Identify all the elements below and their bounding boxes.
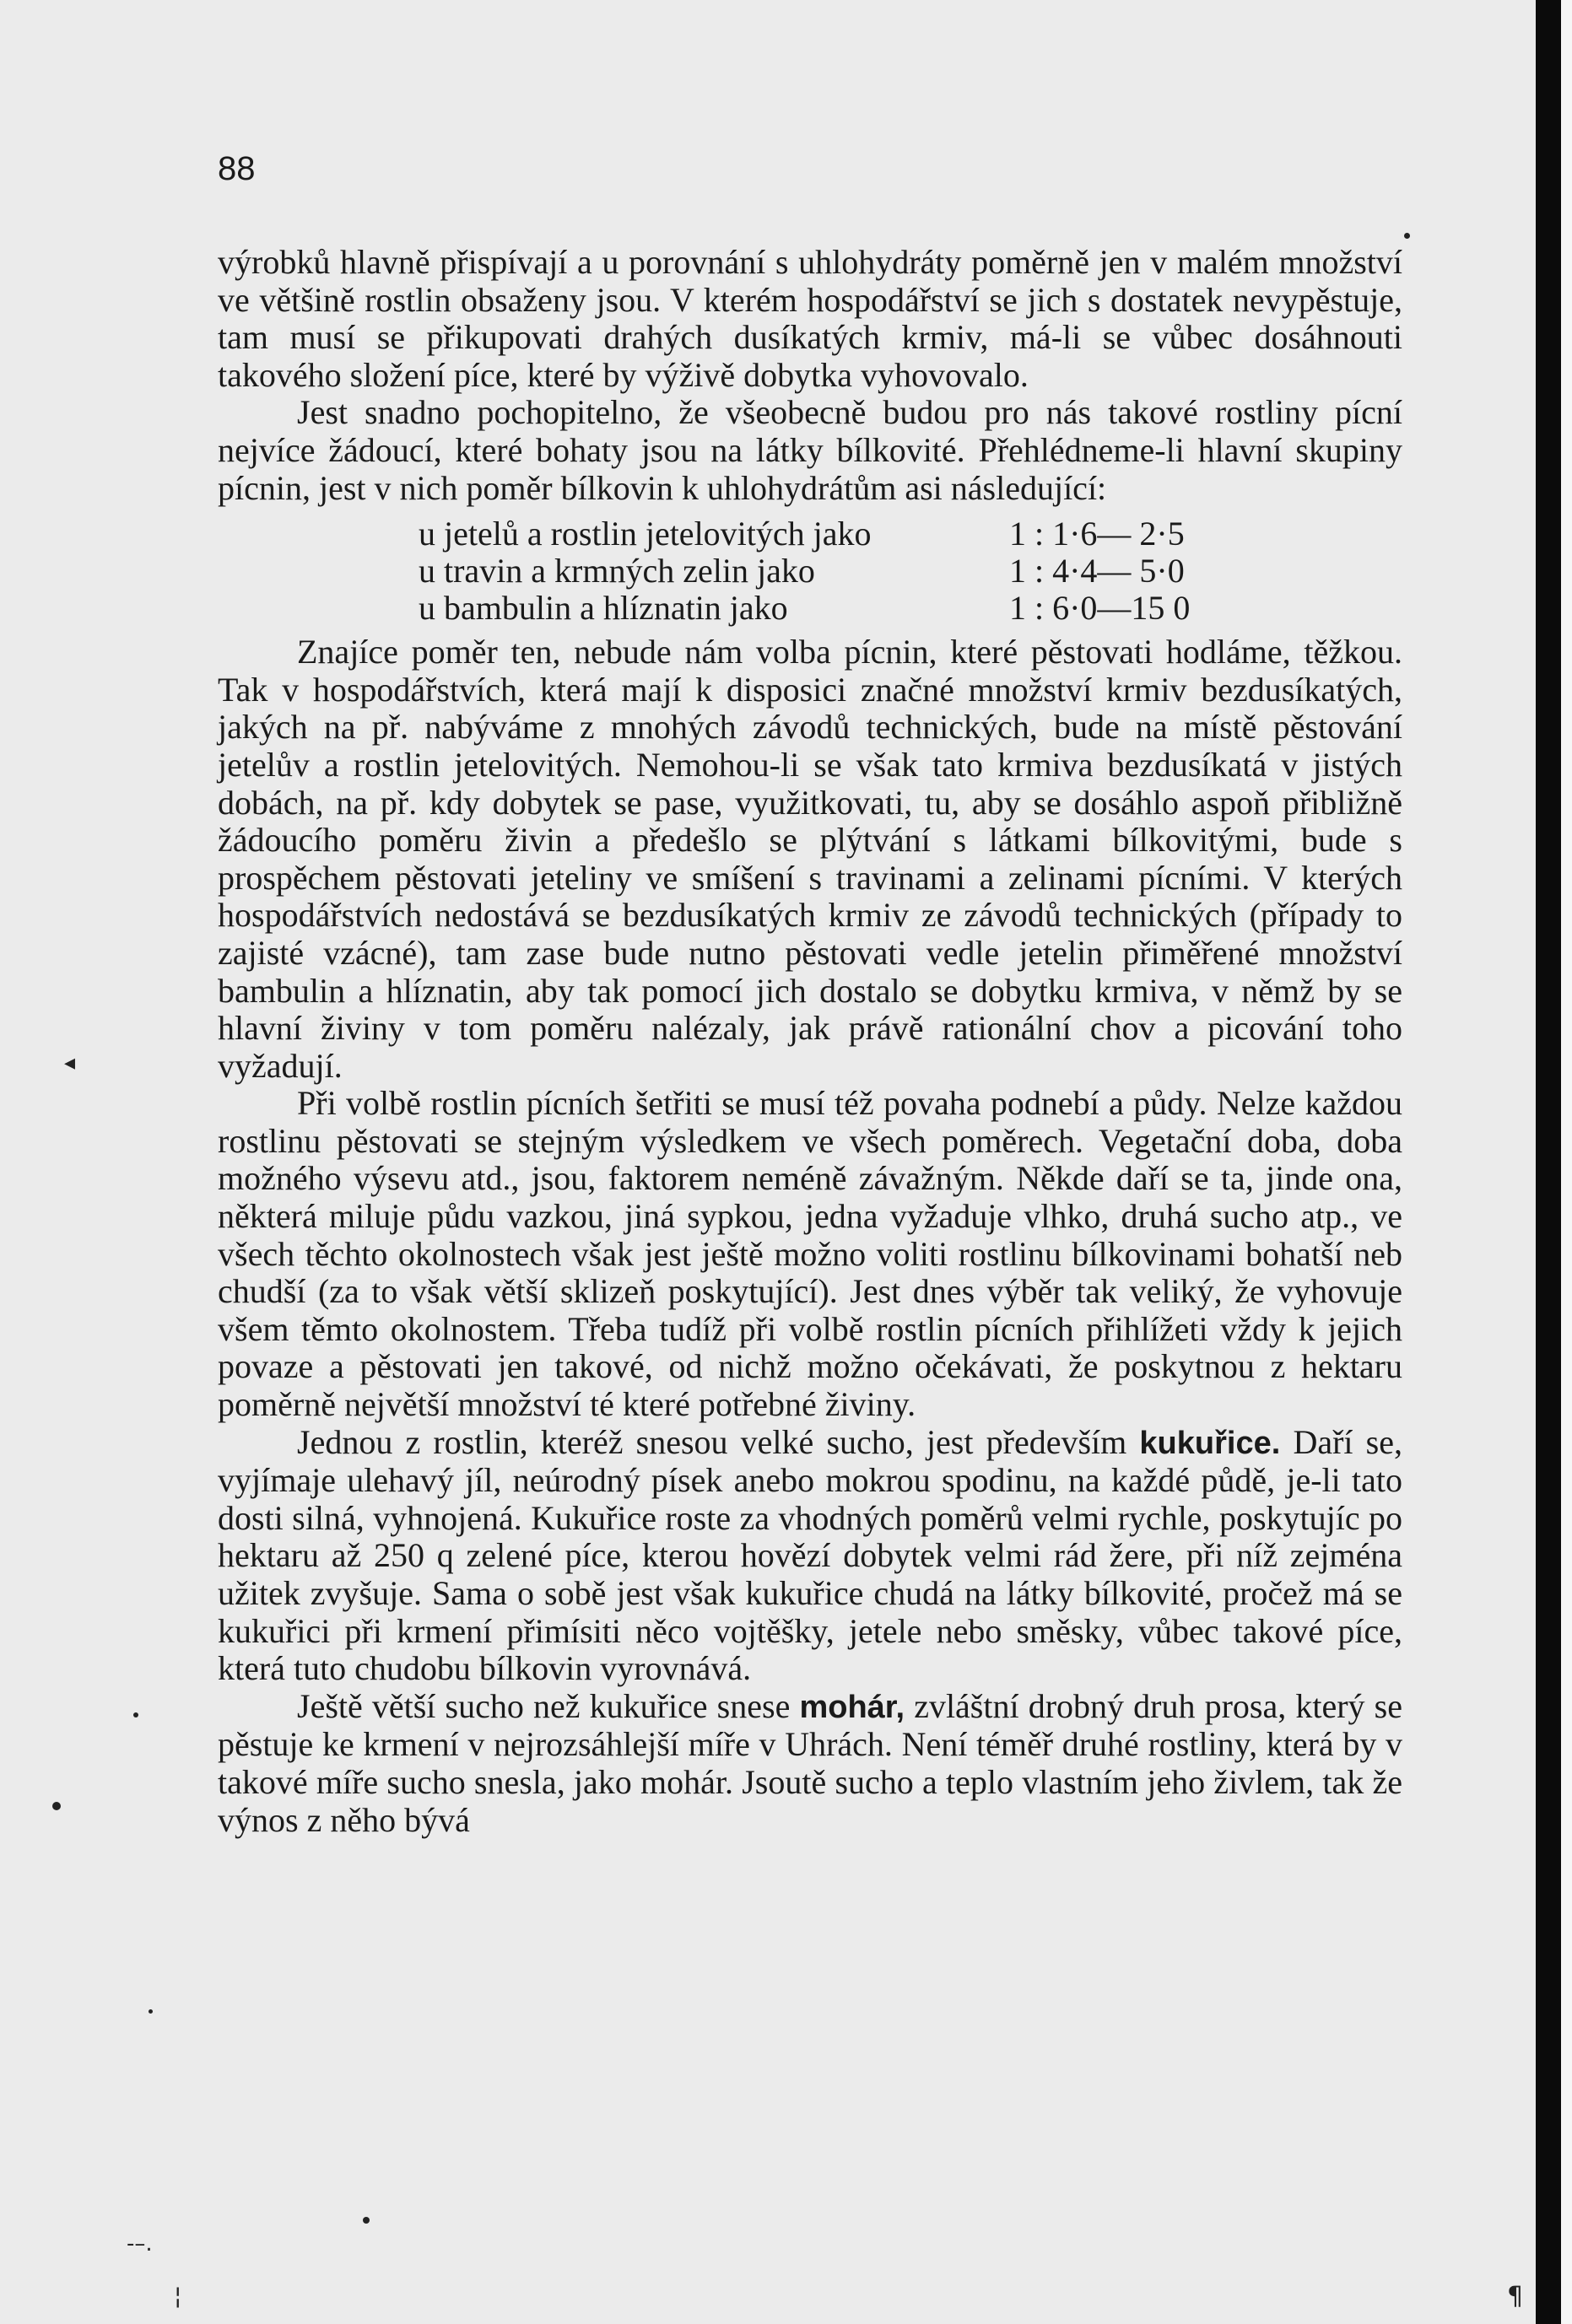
term-mohar: mohár, [799, 1689, 905, 1725]
scan-corner-mark: ‐–. [127, 2231, 153, 2257]
ratio-table [419, 515, 1190, 627]
scan-speck [149, 2009, 153, 2014]
scan-speck [363, 2217, 370, 2224]
scan-speck [52, 1802, 61, 1810]
paragraph-3: Znajíce poměr ten, nebude nám volba pícnin, které pěstovati hodláme, těžkou. Tak v hospodářstvích, která mají k disposici značné množství krmiv bezdusíkatých, jakých na př. nabýváme z mnohých závodů technických, bude na místě pěstování jetelův a rostlin jetelovitých. Nemohou-li se však tato krmiva bezdusíkatá v jistých dobách, na př. kdy dobytek se pase, využitkovati, tu, aby se dosáhlo aspoň přibližně žádoucího poměru živin a předešlo se plýtvání s látkami bílkovitými, bude s prospěchem pěstovati jeteliny ve smíšení s travinami a zelinami pícními. V kterých hospodářstvích nedostává se bezdusíkatých krmiv ze závodů technických (případy to zajisté vzácné), tam zase bude nutno pěstovati vedle jetelin přiměřené množství bambulin a hlíznatin, aby tak pomocí jich dostalo se dobytku krmiva, v němž by se hlavní živiny v tom poměru nalézaly, jak právě rationální chov a picování toho vyžadují. [218, 633, 1402, 1085]
paragraph-6-rest: zvláštní drobný druh prosa, který se pěstuje ke krmení v nejrozsáhlejší míře v Uhrách. Není téměř druhé rostliny, která by v takové míře sucho snesla, jako mohár. Jsoutě sucho a teplo vlastním jeho živlem, tak že výnos z něho bývá [218, 1686, 1403, 1839]
paragraph-5 [218, 1424, 1402, 1688]
paragraph-5-rest: Daří se, vyjímaje ulehavý jíl, neúrodný písek anebo mokrou spodinu, na každé půdě, je-li tato dosti silná, vyhnojená. Kukuřice roste za vhodných poměrů velmi rychle, poskytujíc po hektaru až 250 q zelené píce, kterou hovězí dobytek velmi rád žere, při níž zejména užitek zvyšuje. Sama o sobě jest však kukuřice chudá na látky bílkovité, pročež má se kukuřici při krmení přimísiti něco vojtěšky, jetele nebo směsky, vůbec takové píce, která tuto chudobu bílkovin vyrovnává. [218, 1422, 1402, 1688]
table-row-label: u travin a krmných zelin jako [419, 552, 815, 590]
scan-speck [133, 1712, 138, 1717]
table-row [419, 553, 1190, 590]
table-row-ratio: 1 : 6·0—15 0 [1009, 589, 1191, 628]
body-text [218, 244, 1402, 1839]
table-row-ratio: 1 : 1·6— 2·5 [1009, 515, 1185, 553]
paragraph-2: Jest snadno pochopitelno, že všeobecně budou pro nás takové rostliny pícní nejvíce žádoucí, které bohaty jsou na látky bílkovité. Přehlédneme-li hlavní skupiny pícnin, jest v nich poměr bílkovin k uhlohydrátům asi následující: [218, 393, 1402, 507]
paragraph-4: Při volbě rostlin pícních šetřiti se musí též povaha podnebí a půdy. Nelze každou rostlinu pěstovati se stejným výsledkem ve všech poměrech. Vegetační doba, doba možného výsevu atd., jsou, faktorem neméně závažným. Někde daří se ta, jinde ona, některá miluje půdu vazkou, jiná sypkou, jedna vyžaduje vlhko, druhá sucho atp., ve všech těchto okolnostech však jest ještě možno voliti rostlinu bílkovinami bohatší neb chudší (za to však větší sklizeň poskytující). Jest dnes výběr tak veliký, že vyhovuje všem těmto okolnostem. Třeba tudíž při volbě rostlin pícních přihlížeti vždy k jejich povaze a pěstovati jen takové, od nichž možno očekávati, že poskytnou z hektaru poměrně největší množství té které potřebné živiny. [218, 1084, 1402, 1424]
scan-corner-mark: ¦ [174, 2282, 182, 2310]
term-kukurice: kukuřice. [1139, 1425, 1281, 1461]
table-row [419, 590, 1190, 627]
scan-edge-strip [1561, 0, 1572, 2324]
scan-margin-mark: ◂ [64, 1050, 76, 1076]
table-row-label: u bambulin a hlíznatin jako [419, 589, 788, 628]
table-row-label: u jetelů a rostlin jetelovitých jako [419, 515, 872, 553]
paragraph-1: výrobků hlavně přispívají a u porovnání s uhlohydráty poměrně jen v malém množství ve většině rostlin obsaženy jsou. V kterém hospodářství se jich s dostatek nevypěstuje, tam musí se přikupovati drahých dusíkatých krmiv, má-li se vůbec dosáhnouti takového složení píce, které by výživě dobytka vyhovovalo. [218, 243, 1402, 394]
scan-corner-mark: ¶ [1507, 2282, 1524, 2311]
scan-edge-shadow [1536, 0, 1561, 2324]
paragraph-6 [218, 1688, 1402, 1839]
table-row [419, 515, 1190, 553]
scan-speck [1404, 233, 1410, 239]
page-number: 88 [218, 150, 256, 187]
table-row-ratio: 1 : 4·4— 5·0 [1009, 552, 1185, 590]
paragraph-5-lead: Jednou z rostlin, kteréž snesou velké sucho, jest především [297, 1422, 1127, 1461]
paragraph-6-lead: Ještě větší sucho než kukuřice snese [297, 1686, 791, 1725]
